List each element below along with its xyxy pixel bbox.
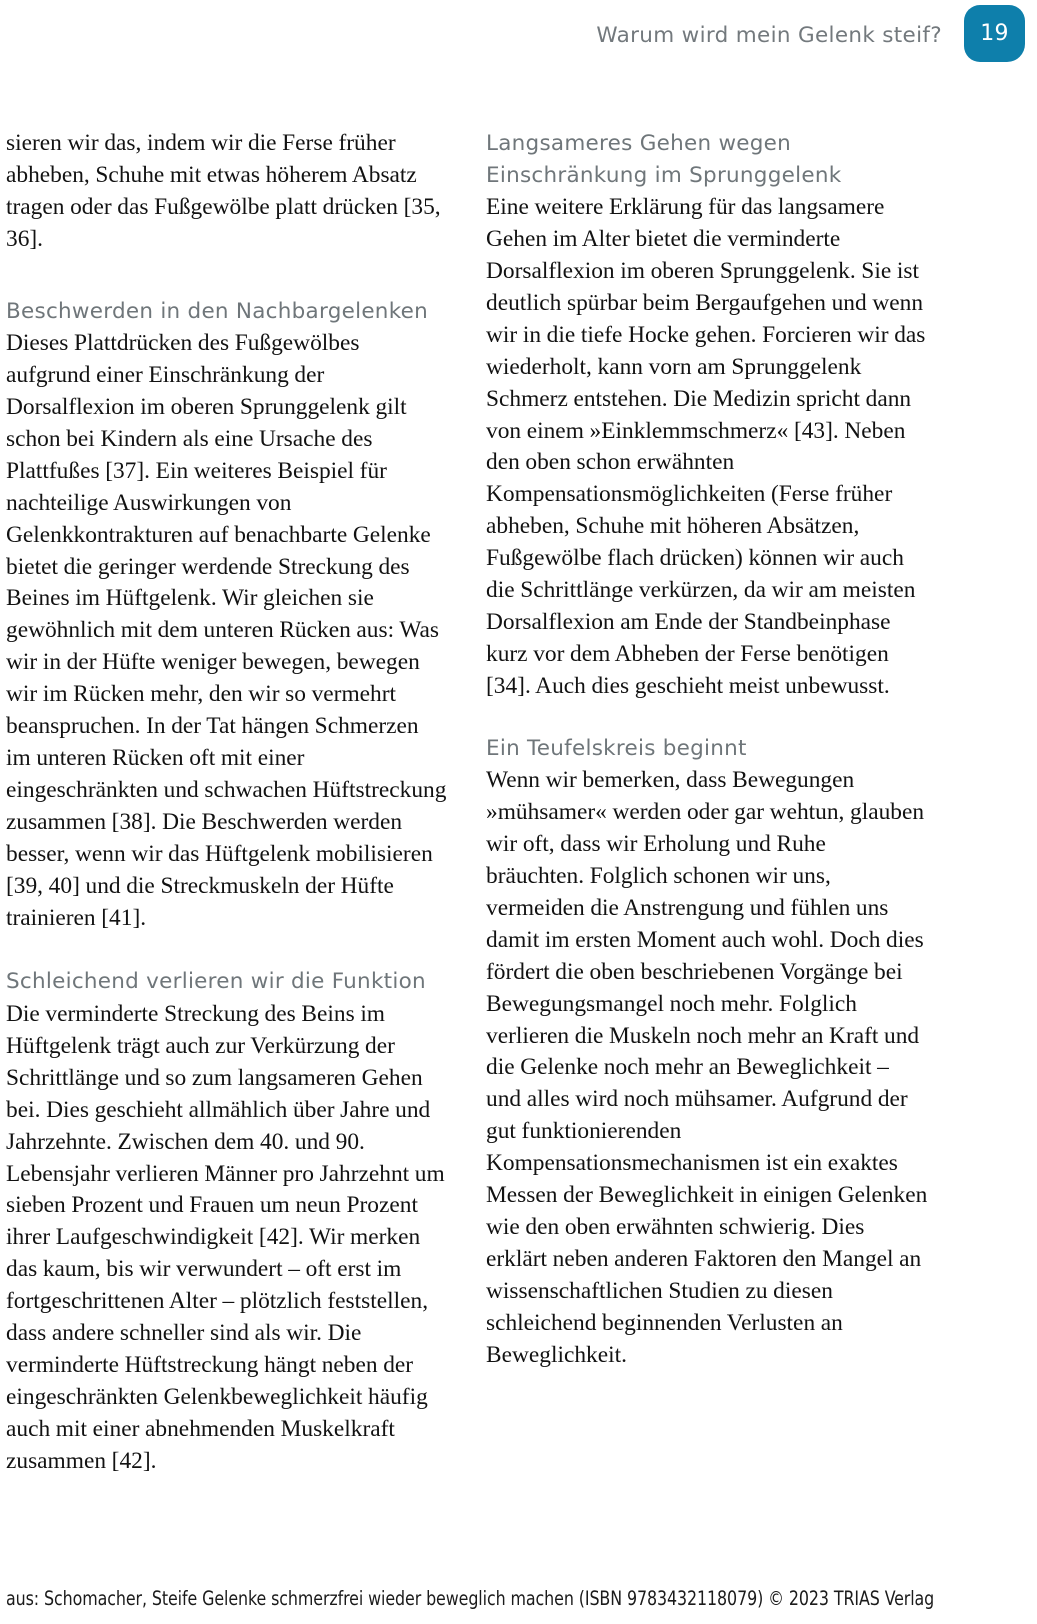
section-paragraph: Eine weitere Erklärung für das langsamere Gehen im Alter bietet die verminderte Dorsalflexion im oberen Sprunggelenk. Sie ist deutlich spürbar beim Bergaufgehen und wenn wir in die tiefe Hocke gehen. Forcieren wir das wiederholt, kann vorn am Sprunggelenk Schmerz entstehen. Die Medizin spricht dann von einem »Einklemmschmerz« [43]. Neben den oben schon erwähnten Kompensationsmöglichkeiten (Ferse früher abheben, Schuhe mit höheren Absätzen, Fußgewölbe flach drücken) können wir auch die Schrittlänge verkürzen, da wir am meisten Dorsalflexion am Ende der Standbeinphase kurz vor dem Abheben der Ferse benötigen [34]. Auch dies geschieht meist unbewusst. [486, 194, 926, 699]
section-heading-teufelskreis: Ein Teufelskreis beginnt [486, 735, 747, 761]
section-heading-schleichend: Schleichend verlieren wir die Funktion [6, 969, 426, 995]
continued-paragraph: sieren wir das, indem wir die Ferse früher abheben, Schuhe mit etwas höherem Absatz tragen oder das Fußgewölbe platt drücken [35, 36]. [6, 130, 441, 252]
text-columns [6, 128, 1031, 1478]
section-gap [6, 256, 448, 296]
section-schleichend [6, 966, 448, 1477]
right-column [486, 128, 928, 1478]
section-heading-beschwerden: Beschwerden in den Nachbargelenken [6, 298, 429, 324]
section-beschwerden [6, 296, 448, 935]
section-langsameres-gehen [486, 128, 928, 703]
left-column [6, 128, 448, 1478]
section-gap [486, 703, 928, 733]
page-number: 19 [980, 20, 1009, 46]
section-paragraph: Wenn wir bemerken, dass Bewegungen »mühsamer« werden oder gar wehtun, glauben wir oft, dass wir Erholung und Ruhe bräuchten. Folglich schonen wir uns, vermeiden die Anstrengung und fühlen uns damit im ersten Moment auch wohl. Doch dies fördert die oben beschriebenen Vorgänge bei Bewegungsmangel noch mehr. Folglich verlieren die Muskeln noch mehr an Kraft und die Gelenke noch mehr an Beweglichkeit – und alles wird noch mühsamer. Aufgrund der gut funktionierenden Kompensationsmechanismen ist ein exaktes Messen der Beweglichkeit in einigen Gelenken wie den oben erwähnten schwierig. Dies erklärt neben anderen Faktoren den Mangel an wissenschaftlichen Studien zu diesen schleichend beginnenden Verlusten an Beweglichkeit. [486, 767, 928, 1368]
running-header [0, 0, 1037, 70]
footer-credit-line: aus: Schomacher, Steife Gelenke schmerzfrei wieder beweglich machen (ISBN 9783432118079) © 2023 TRIAS Verlag [6, 1587, 935, 1610]
section-gap [6, 934, 448, 966]
section-teufelskreis [486, 733, 928, 1372]
section-heading-langsameres-gehen: Langsameres Gehen wegen Einschränkung im Sprunggelenk [486, 131, 842, 188]
running-header-title: Warum wird mein Gelenk steif? [596, 22, 942, 48]
page-number-badge [964, 5, 1025, 62]
section-paragraph: Dieses Plattdrücken des Fußgewölbes aufgrund einer Einschränkung der Dorsalflexion im oberen Sprunggelenk gilt schon bei Kindern als eine Ursache des Plattfußes [37]. Ein weiteres Beispiel für nachteilige Auswirkungen von Gelenkkontrakturen auf benachbarte Gelenke bietet die geringer werdende Streckung des Beines im Hüftgelenk. Wir gleichen sie gewöhnlich mit dem unteren Rücken aus: Was wir in der Hüfte weniger bewegen, bewegen wir im Rücken mehr, den wir so vermehrt beanspruchen. In der Tat hängen Schmerzen im unteren Rücken oft mit einer eingeschränkten und schwachen Hüftstreckung zusammen [38]. Die Beschwerden werden besser, wenn wir das Hüftgelenk mobilisieren [39, 40] und die Streckmuskeln der Hüfte trainieren [41]. [6, 330, 447, 931]
section-paragraph: Die verminderte Streckung des Beins im Hüftgelenk trägt auch zur Verkürzung der Schrittlänge und so zum langsameren Gehen bei. Dies geschieht allmählich über Jahre und Jahrzehnte. Zwischen dem 40. und 90. Lebensjahr verlieren Männer pro Jahrzehnt um sieben Prozent und Frauen um neun Prozent ihrer Laufgeschwindigkeit [42]. Wir merken das kaum, bis wir verwundert – oft erst im fortgeschrittenen Alter – plötzlich feststellen, dass andere schneller sind als wir. Die verminderte Hüftstreckung hängt neben der eingeschränkten Gelenkbeweglichkeit häufig auch mit einer abnehmenden Muskelkraft zusammen [42]. [6, 1001, 445, 1474]
